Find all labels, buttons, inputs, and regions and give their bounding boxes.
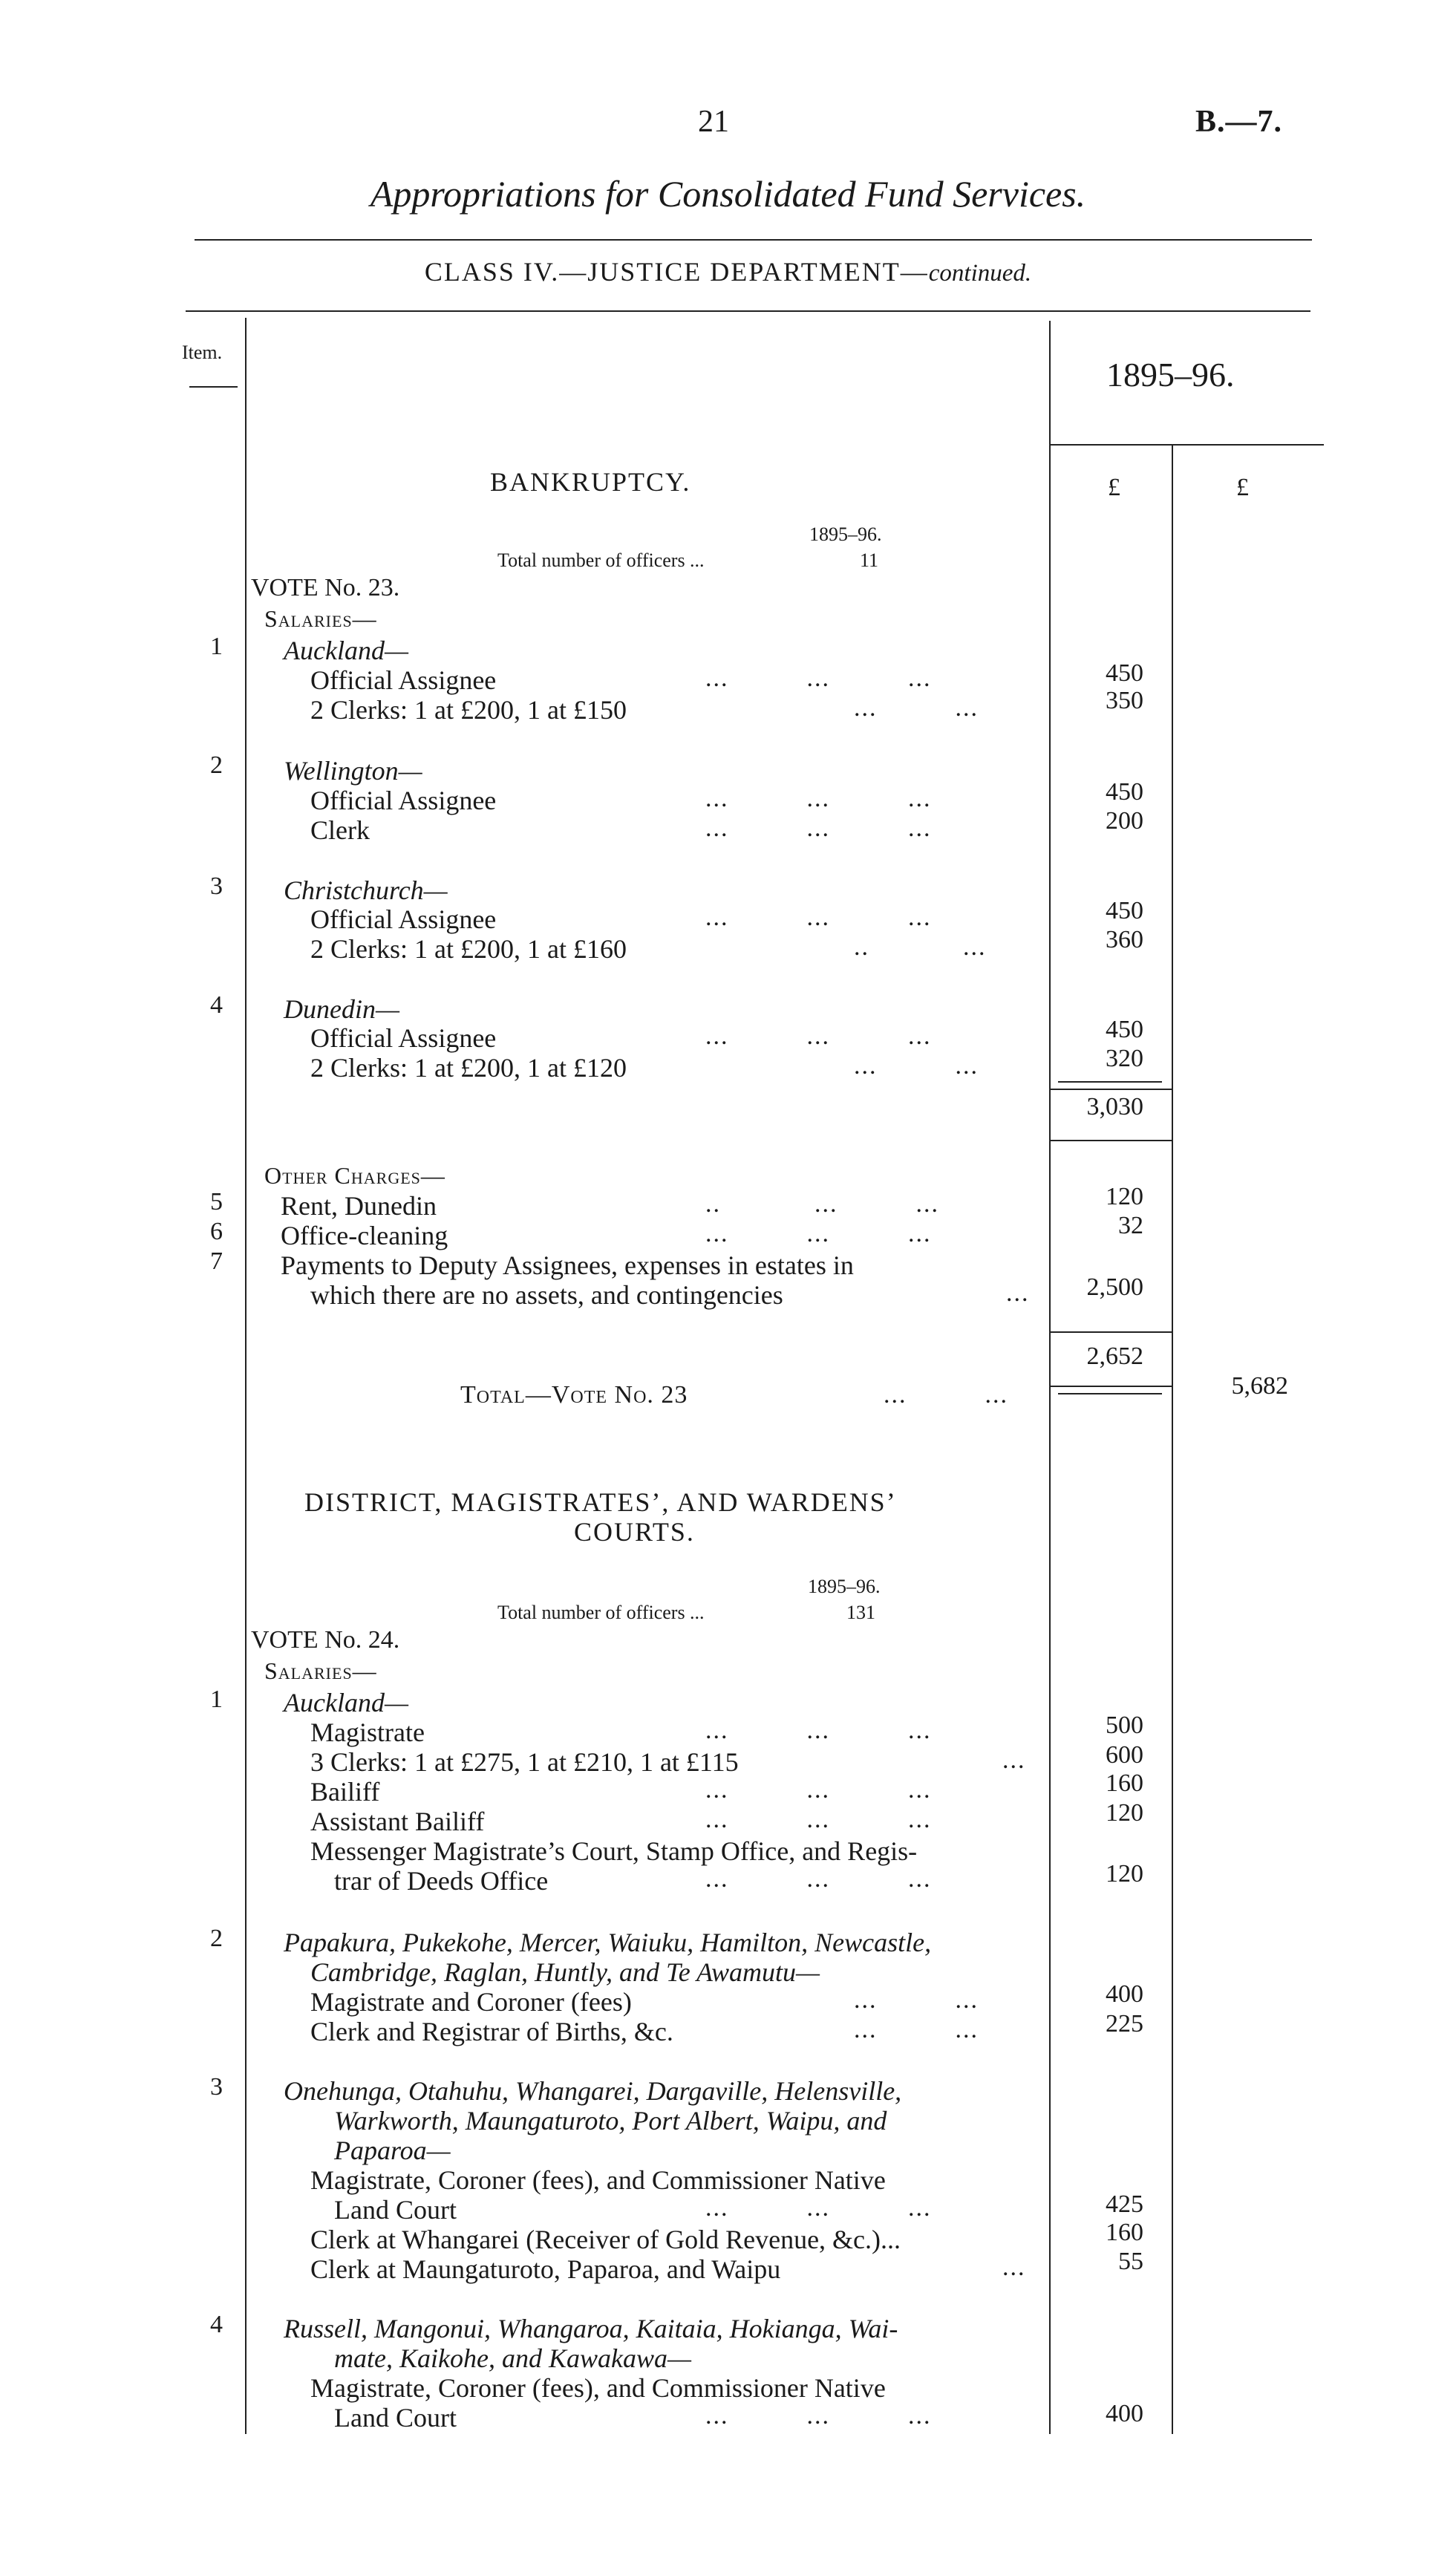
leader-dots: ... ... ... bbox=[705, 1865, 932, 1893]
row-label: 3 Clerks: 1 at £275, 1 at £210, 1 at £115 bbox=[310, 1747, 739, 1777]
leader-dots: ... ... ... bbox=[705, 665, 932, 692]
salaries-total: 3,030 bbox=[1086, 1093, 1143, 1120]
officers-label: Total number of officers ... bbox=[497, 549, 705, 571]
vote-number: VOTE No. 24. bbox=[251, 1626, 400, 1654]
class-heading bbox=[0, 256, 1456, 287]
row-label: Payments to Deputy Assignees, expenses in estates in bbox=[281, 1250, 854, 1280]
class-heading-continued: continued. bbox=[928, 260, 1032, 287]
row-amount: 450 bbox=[1106, 659, 1143, 687]
row-label: Official Assignee bbox=[310, 904, 497, 934]
place-heading: Papakura, Pukekohe, Mercer, Waiuku, Hamilton, Newcastle, bbox=[284, 1928, 932, 1957]
item-number: 5 bbox=[210, 1188, 223, 1216]
row-amount: 120 bbox=[1106, 1183, 1143, 1210]
place-heading: Auckland— bbox=[284, 1688, 408, 1717]
leader-dots: ... bbox=[1006, 1279, 1030, 1307]
place-heading-continued: mate, Kaikohe, and Kawakawa— bbox=[334, 2343, 691, 2373]
rule-subtotal-1 bbox=[1058, 1081, 1162, 1083]
leader-dots: ... ... ... bbox=[705, 904, 932, 931]
leader-dots: ... ... ... bbox=[705, 2402, 932, 2430]
salaries-heading: Salaries— bbox=[264, 605, 377, 632]
leader-dots: ... ... ... bbox=[705, 1776, 932, 1804]
place-heading: Onehunga, Otahuhu, Whangarei, Dargaville, Helensville, bbox=[284, 2076, 902, 2106]
row-label: Clerk and Registrar of Births, &c. bbox=[310, 2017, 673, 2046]
item-number: 4 bbox=[210, 2311, 223, 2338]
rule-subtotal-2c bbox=[1058, 1393, 1162, 1394]
row-amount: 350 bbox=[1106, 687, 1143, 714]
leader-dots: ... bbox=[1002, 1746, 1026, 1774]
row-amount: 200 bbox=[1106, 807, 1143, 835]
item-number: 4 bbox=[210, 991, 223, 1019]
vote-total: 5,682 bbox=[1231, 1372, 1288, 1400]
column-header-year: 1895–96. bbox=[1106, 356, 1235, 394]
leader-dots: ... ... ... bbox=[705, 2194, 932, 2222]
row-amount: 32 bbox=[1118, 1212, 1143, 1239]
row-amount: 360 bbox=[1106, 926, 1143, 953]
row-label-continued: trar of Deeds Office bbox=[334, 1866, 549, 1896]
leader-dots: .. ... bbox=[854, 933, 987, 961]
class-heading-text: CLASS IV.—JUSTICE DEPARTMENT— bbox=[424, 257, 929, 287]
row-amount: 500 bbox=[1106, 1712, 1143, 1739]
row-label: Magistrate and Coroner (fees) bbox=[310, 1987, 632, 2017]
other-charges-heading: Other Charges— bbox=[264, 1162, 445, 1189]
row-label: Assistant Bailiff bbox=[310, 1807, 485, 1836]
rule-subtotal-1c bbox=[1049, 1140, 1172, 1141]
item-number: 1 bbox=[210, 633, 223, 660]
row-label: Rent, Dunedin bbox=[281, 1191, 437, 1221]
leader-dots: ... ... bbox=[854, 1986, 979, 2014]
charges-total: 2,652 bbox=[1086, 1343, 1143, 1370]
row-label: Clerk at Whangarei (Receiver of Gold Revenue, &c.)... bbox=[310, 2225, 901, 2254]
row-amount: 450 bbox=[1106, 778, 1143, 806]
rule-item-column bbox=[245, 318, 247, 2434]
page-number: 21 bbox=[698, 105, 729, 139]
place-heading: Russell, Mangonui, Whangaroa, Kaitaia, Hokianga, Wai- bbox=[284, 2314, 898, 2343]
leader-dots: .. ... ... bbox=[705, 1190, 939, 1218]
row-amount: 160 bbox=[1106, 2219, 1143, 2246]
place-heading: Dunedin— bbox=[284, 994, 399, 1024]
salaries-heading: Salaries— bbox=[264, 1657, 377, 1684]
place-heading-continued: Cambridge, Raglan, Huntly, and Te Awamutu— bbox=[310, 1957, 820, 1987]
column-header-item: Item. bbox=[182, 342, 223, 363]
leader-dots: ... ... ... bbox=[705, 1717, 932, 1744]
item-number: 2 bbox=[210, 1925, 223, 1952]
row-amount: 450 bbox=[1106, 897, 1143, 924]
row-amount: 120 bbox=[1106, 1799, 1143, 1827]
officers-year: 1895–96. bbox=[808, 1576, 881, 1597]
row-label: Clerk bbox=[310, 815, 370, 845]
rule-subtotal-2b bbox=[1049, 1386, 1172, 1387]
row-label: Office-cleaning bbox=[281, 1221, 448, 1250]
pound-sign-1: £ bbox=[1108, 474, 1120, 501]
leader-dots: ... ... bbox=[854, 2016, 979, 2043]
row-label: 2 Clerks: 1 at £200, 1 at £120 bbox=[310, 1053, 627, 1083]
leader-dots: ... bbox=[1002, 2254, 1026, 2281]
rule-year-head bbox=[1049, 444, 1324, 446]
row-amount: 425 bbox=[1106, 2190, 1143, 2218]
leader-dots: ... ... ... bbox=[705, 815, 932, 842]
row-amount: 120 bbox=[1106, 1860, 1143, 1888]
pound-sign-2: £ bbox=[1236, 474, 1249, 501]
row-label: 2 Clerks: 1 at £200, 1 at £150 bbox=[310, 695, 627, 725]
place-heading: Christchurch— bbox=[284, 875, 448, 905]
row-amount: 55 bbox=[1118, 2248, 1143, 2275]
row-label-continued: which there are no assets, and contingencies bbox=[310, 1280, 783, 1310]
leader-dots: ... ... bbox=[854, 1052, 979, 1080]
row-label: Bailiff bbox=[310, 1777, 380, 1807]
row-label: Magistrate, Coroner (fees), and Commissioner Native bbox=[310, 2165, 886, 2195]
row-label: Official Assignee bbox=[310, 1023, 497, 1053]
document-reference: B.—7. bbox=[1195, 105, 1283, 139]
officers-count: 11 bbox=[860, 549, 879, 571]
leader-dots: ... ... bbox=[884, 1381, 1008, 1409]
section-heading-courts-2: COURTS. bbox=[574, 1517, 695, 1547]
row-amount: 400 bbox=[1106, 2400, 1143, 2427]
row-amount: 320 bbox=[1106, 1045, 1143, 1072]
row-amount: 225 bbox=[1106, 2010, 1143, 2038]
officers-label: Total number of officers ... bbox=[497, 1602, 705, 1623]
rule-item-head bbox=[189, 386, 238, 388]
vote-total-label: Total—Vote No. 23 bbox=[460, 1381, 688, 1409]
row-label: Messenger Magistrate’s Court, Stamp Office, and Regis- bbox=[310, 1836, 918, 1866]
row-label-continued: Land Court bbox=[334, 2195, 457, 2225]
row-amount: 2,500 bbox=[1086, 1273, 1143, 1301]
item-number: 3 bbox=[210, 2073, 223, 2101]
leader-dots: ... ... bbox=[854, 694, 979, 722]
section-heading-courts: DISTRICT, MAGISTRATES’, AND WARDENS’ bbox=[304, 1487, 897, 1517]
rule-table-top bbox=[186, 310, 1310, 312]
vote-number: VOTE No. 23. bbox=[251, 574, 400, 601]
row-label-continued: Land Court bbox=[334, 2403, 457, 2433]
place-heading: Auckland— bbox=[284, 636, 408, 665]
page-title: Appropriations for Consolidated Fund Services. bbox=[370, 173, 1086, 215]
row-label: Clerk at Maungaturoto, Paparoa, and Waipu bbox=[310, 2254, 781, 2284]
row-label: Magistrate, Coroner (fees), and Commissioner Native bbox=[310, 2373, 886, 2403]
row-label: Official Assignee bbox=[310, 665, 497, 695]
section-heading-bankruptcy: BANKRUPTCY. bbox=[490, 467, 691, 497]
leader-dots: ... ... ... bbox=[705, 1220, 932, 1247]
rule-total-column bbox=[1172, 444, 1173, 2434]
item-number: 1 bbox=[210, 1686, 223, 1713]
rule-top bbox=[195, 239, 1312, 241]
item-number: 6 bbox=[210, 1218, 223, 1245]
leader-dots: ... ... ... bbox=[705, 1806, 932, 1833]
row-amount: 160 bbox=[1106, 1769, 1143, 1797]
leader-dots: ... ... ... bbox=[705, 1022, 932, 1050]
row-amount: 450 bbox=[1106, 1016, 1143, 1043]
row-amount: 600 bbox=[1106, 1741, 1143, 1769]
item-number: 2 bbox=[210, 751, 223, 779]
officers-year: 1895–96. bbox=[809, 523, 882, 545]
place-heading: Wellington— bbox=[284, 756, 422, 786]
rule-subtotal-2 bbox=[1049, 1331, 1172, 1333]
row-label: Official Assignee bbox=[310, 786, 497, 815]
rule-subtotal-1b bbox=[1049, 1089, 1172, 1090]
item-number: 3 bbox=[210, 872, 223, 900]
place-heading-continued: Paparoa— bbox=[334, 2136, 451, 2165]
rule-amount-column bbox=[1049, 321, 1051, 2434]
item-number: 7 bbox=[210, 1247, 223, 1275]
row-label: 2 Clerks: 1 at £200, 1 at £160 bbox=[310, 934, 627, 964]
leader-dots: ... ... ... bbox=[705, 785, 932, 812]
row-amount: 400 bbox=[1106, 1980, 1143, 2008]
place-heading-continued: Warkworth, Maungaturoto, Port Albert, Waipu, and bbox=[334, 2106, 887, 2136]
officers-count: 131 bbox=[846, 1602, 875, 1623]
row-label: Magistrate bbox=[310, 1717, 425, 1747]
